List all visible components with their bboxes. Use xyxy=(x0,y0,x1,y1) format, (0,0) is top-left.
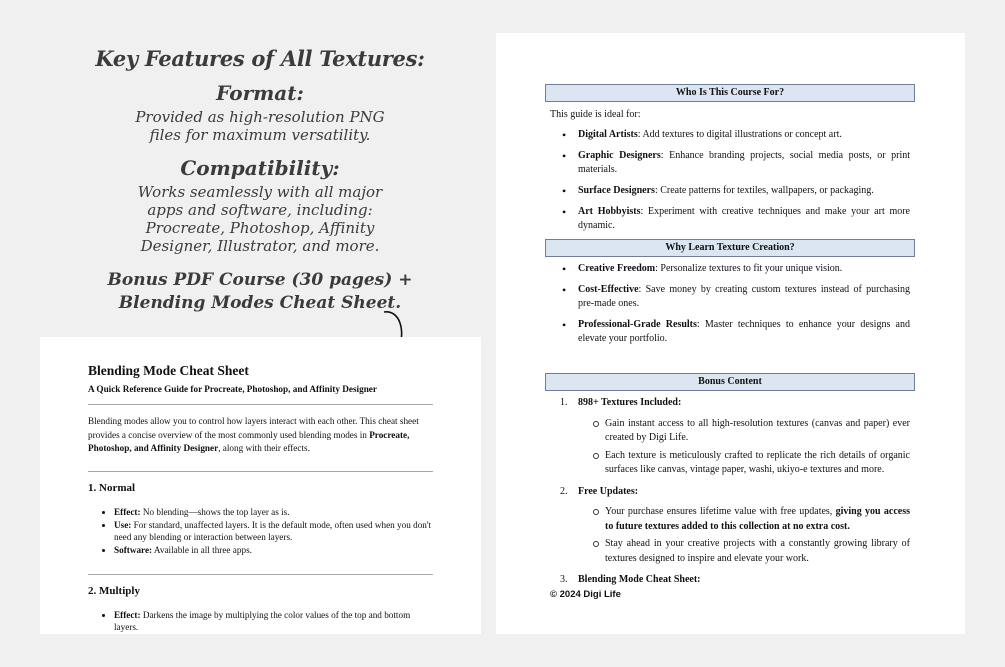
sub-list-item: Stay ahead in your creative projects with a constantly growing library of textures designed to inspire and elevate your work. xyxy=(578,537,910,566)
sub-list-item: Gain instant access to all high-resolution textures (canvas and paper) ever created by Digi Life. xyxy=(578,417,910,446)
promo-heading: Key Features of All Textures: xyxy=(95,46,425,71)
format-text: Provided as high-resolution PNG files for maximum versatility. xyxy=(135,108,385,144)
cheatsheet-title: Blending Mode Cheat Sheet xyxy=(88,363,249,378)
list-item: • Software: Available in all three apps. xyxy=(114,544,433,556)
divider xyxy=(88,471,433,472)
audience-list xyxy=(550,128,910,240)
sub-list-item: Your purchase ensures lifetime value with free updates, giving you access to future textures added to this collection at no extra cost. xyxy=(578,505,910,534)
list-item: • Graphic Designers: Enhance branding projects, social media posts, or print materials. xyxy=(550,149,910,177)
section-bar-audience: Who Is This Course For? xyxy=(545,84,915,102)
bonus-line-2: Blending Modes Cheat Sheet. xyxy=(118,293,402,313)
cheatsheet-subtitle: A Quick Reference Guide for Procreate, Photoshop, and Affinity Designer xyxy=(88,384,377,394)
list-item: 3. Blending Mode Cheat Sheet: xyxy=(560,574,701,585)
list-item: • Digital Artists: Add textures to digital illustrations or concept art. xyxy=(550,128,910,142)
list-item: • Use: For standard, unaffected layers. It is the default mode, often used when you don't need any blending or interaction between layers. xyxy=(114,519,433,543)
promo-panel xyxy=(40,46,480,315)
bonus-list xyxy=(550,396,910,595)
list-item: • Cost-Effective: Save money by creating custom textures instead of purchasing pre-made ones. xyxy=(550,283,910,311)
copyright-footer: © 2024 Digi Life xyxy=(550,589,621,600)
cheatsheet-preview xyxy=(40,337,481,634)
course-guide-page xyxy=(496,33,965,634)
list-item: • Effect: No blending—shows the top layer as is. xyxy=(114,506,433,518)
sub-list-item: Each texture is meticulously crafted to replicate the rich details of organic surfaces like canvas, vintage paper, washi, ukiyo-e textures and more. xyxy=(578,449,910,478)
normal-list xyxy=(88,506,433,556)
format-title: Format: xyxy=(216,81,304,105)
list-item: 1. 898+ Textures Included: Gain instant access to all high-resolution textures (canvas and paper) ever created by Digi Life. Each texture is meticulously crafted to replicate the rich details of organic surfaces like canvas, vintage paper, washi, ukiyo-e textures and more. xyxy=(550,396,910,478)
list-item: • Art Hobbyists: Experiment with creative techniques and make your art more dynamic. xyxy=(550,205,910,233)
section-bar-bonus: Bonus Content xyxy=(545,373,915,391)
list-item: • Surface Designers: Create patterns for textiles, wallpapers, or packaging. xyxy=(550,184,910,198)
compat-text: Works seamlessly with all major apps and software, including: Procreate, Photoshop, Affinity Designer, Illustrator, and more. xyxy=(137,183,383,255)
section-heading-normal: 1. Normal xyxy=(88,481,136,494)
list-item: • Effect: Darkens the image by multiplying the color values of the top and bottom layers. xyxy=(114,609,433,633)
divider xyxy=(88,574,433,575)
cheatsheet-intro: Blending modes allow you to control how layers interact with each other. This cheat sheet provides a concise overview of the most commonly used blending modes in Procreate, Photoshop, and Affinity Designer, along with their effects. xyxy=(88,416,419,453)
why-list xyxy=(550,262,910,353)
section-heading-multiply: 2. Multiply xyxy=(88,584,140,597)
multiply-list xyxy=(88,609,433,633)
section-bar-why: Why Learn Texture Creation? xyxy=(545,239,915,257)
bonus-line-1: Bonus PDF Course (30 pages) + xyxy=(107,270,413,290)
divider xyxy=(88,404,433,405)
list-item: 2. Free Updates: Your purchase ensures lifetime value with free updates, giving you access to future textures added to this collection at no extra cost. Stay ahead in your creative projects with a constantly growing library of textures designed to inspire and elevate your work. xyxy=(550,485,910,567)
audience-intro: This guide is ideal for: xyxy=(550,109,641,120)
list-item: • Creative Freedom: Personalize textures to fit your unique vision. xyxy=(550,262,910,276)
list-item: • Professional-Grade Results: Master techniques to enhance your designs and elevate your portfolio. xyxy=(550,318,910,346)
bonus-callout xyxy=(40,269,480,315)
compat-title: Compatibility: xyxy=(180,156,340,180)
